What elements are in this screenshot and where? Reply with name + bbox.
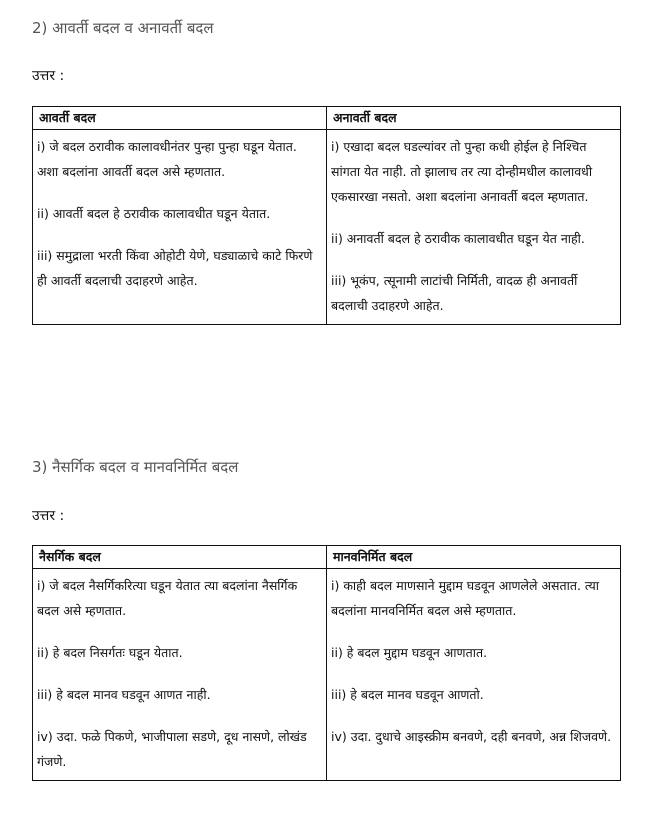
- column-header: आवर्ती बदल: [33, 107, 327, 130]
- table-row: [33, 130, 621, 325]
- list-item: ii) अनावर्ती बदल हे ठरावीक कालावधीत घडून येत नाही.: [331, 231, 585, 246]
- comparison-table: [32, 106, 621, 325]
- table-header-row: [33, 107, 621, 130]
- list-item: iii) भूकंप, त्सूनामी लाटांची निर्मिती, वादळ ही अनावर्ती बदलाची उदाहरणे आहेत.: [331, 273, 578, 313]
- list-item: iii) हे बदल मानव घडवून आणत नाही.: [37, 687, 211, 702]
- list-item: iv) उदा. फळे पिकणे, भाजीपाला सडणे, दूध नासणे, लोखंड गंजणे.: [37, 729, 307, 769]
- table-header-row: [33, 546, 621, 569]
- list-item: iii) समुद्राला भरती किंवा ओहोटी येणे, घड्याळाचे काटे फिरणे ही आवर्ती बदलाची उदाहरणे आहेत.: [37, 248, 313, 288]
- table-row: [33, 569, 621, 781]
- column-header: नैसर्गिक बदल: [33, 546, 327, 569]
- column-header: अनावर्ती बदल: [327, 107, 621, 130]
- table-cell-right: [327, 569, 621, 781]
- section-title: 3) नैसर्गिक बदल व मानवनिर्मित बदल: [32, 458, 239, 476]
- table-cell-right: [327, 130, 621, 325]
- column-header: मानवनिर्मित बदल: [327, 546, 621, 569]
- section-title: 2) आवर्ती बदल व अनावर्ती बदल: [32, 19, 214, 37]
- list-item: i) एखादा बदल घडल्यांवर तो पुन्हा कधी होईल हे निश्चित सांगता येत नाही. तो झालाच तर त्या दोन्हीमधील कालावधी एकसारखा नसतो. अशा बदलांना अनावर्ती बदल म्हणतात.: [331, 139, 593, 204]
- answer-label: उत्तर :: [32, 508, 65, 524]
- answer-label: उत्तर :: [32, 68, 65, 84]
- list-item: ii) हे बदल मुद्दाम घडवून आणतात.: [331, 645, 488, 660]
- list-item: iv) उदा. दुधाचे आइस्क्रीम बनवणे, दही बनवणे, अन्न शिजवणे.: [331, 729, 612, 744]
- table-cell-left: [33, 130, 327, 325]
- list-item: ii) हे बदल निसर्गतः घडून येतात.: [37, 645, 183, 660]
- list-item: iii) हे बदल मानव घडवून आणतो.: [331, 687, 484, 702]
- comparison-table: [32, 545, 621, 781]
- list-item: i) काही बदल माणसाने मुद्दाम घडवून आणलेले असतात. त्या बदलांना मानवनिर्मित बदल असे म्हणतात.: [331, 578, 600, 618]
- list-item: i) जे बदल ठरावीक कालावधीनंतर पुन्हा पुन्हा घडून येतात. अशा बदलांना आवर्ती बदल असे म्हणतात.: [37, 139, 297, 179]
- table-cell-left: [33, 569, 327, 781]
- list-item: i) जे बदल नैसर्गिकरित्या घडून येतात त्या बदलांना नैसर्गिक बदल असे म्हणतात.: [37, 578, 298, 618]
- list-item: ii) आवर्ती बदल हे ठरावीक कालावधीत घडून येतात.: [37, 206, 271, 221]
